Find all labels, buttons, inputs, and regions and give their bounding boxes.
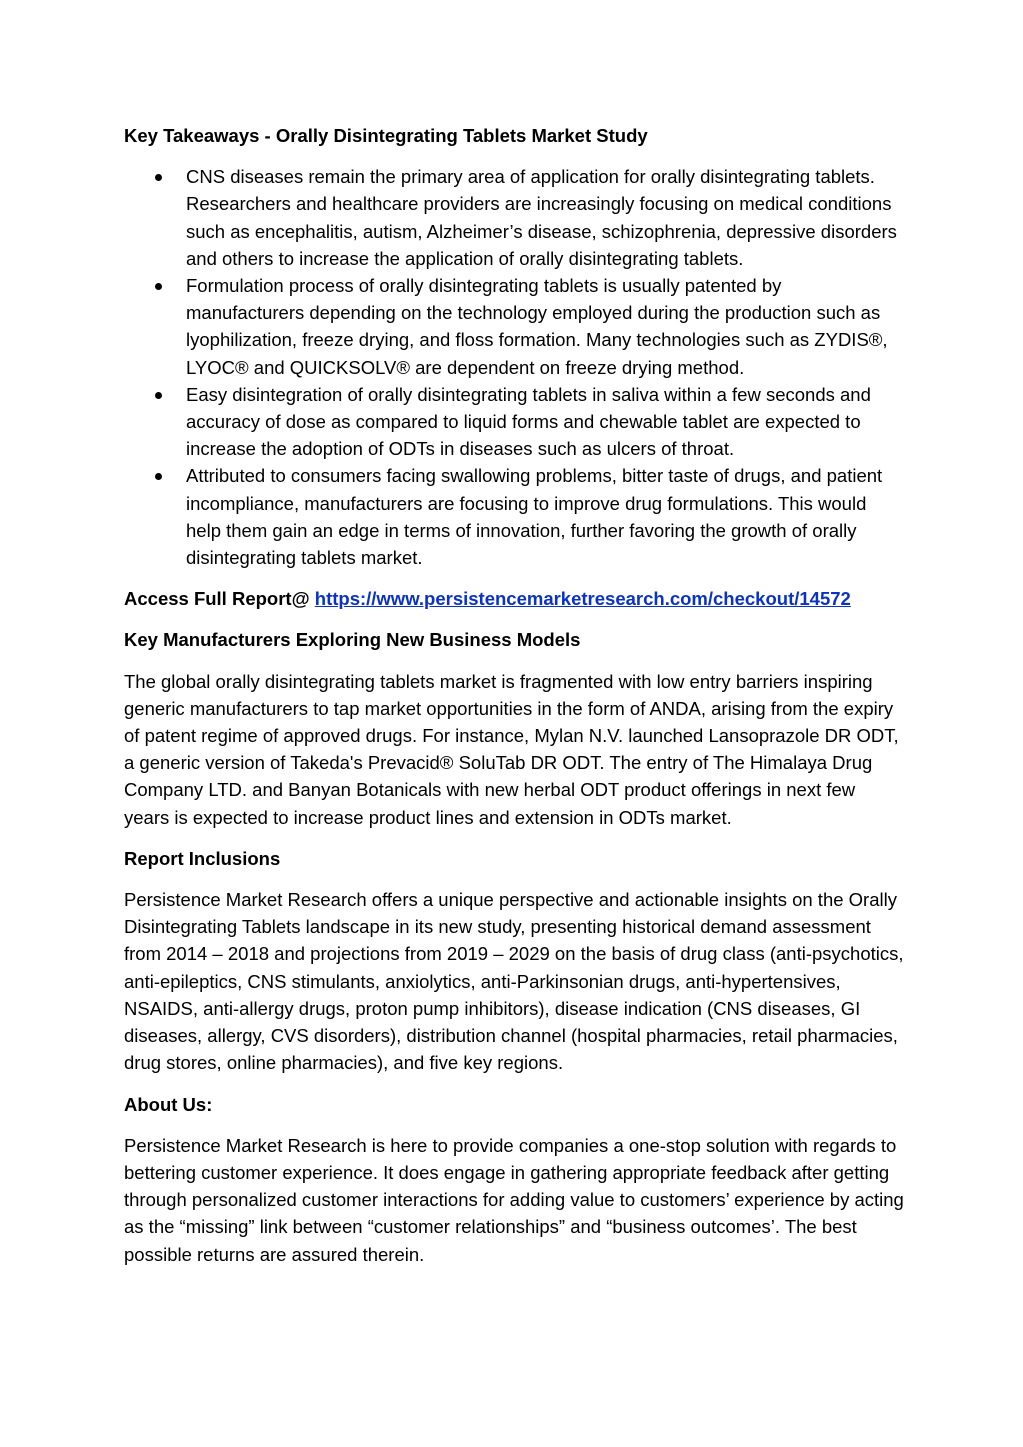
manufacturers-heading: Key Manufacturers Exploring New Business Models xyxy=(124,629,581,651)
manufacturers-paragraph: The global orally disintegrating tablets market is fragmented with low entry barriers inspiring generic manufacturers to tap market opportunities in the form of ANDA, arising from the expiry of patent regime of approved drugs. For instance, Mylan N.V. launched Lansoprazole DR ODT, a generic version of Takeda's Prevacid® SoluTab DR ODT. The entry of The Himalaya Drug Company LTD. and Banyan Botanicals with new herbal ODT product offerings in next few years is expected to increase product lines and extension in ODTs market. xyxy=(124,670,899,828)
access-report-line xyxy=(124,585,904,612)
bullet-icon xyxy=(155,174,162,181)
page-title: Key Takeaways - Orally Disintegrating Tablets Market Study xyxy=(124,125,648,146)
bullet-icon xyxy=(155,473,162,480)
list-item xyxy=(124,272,904,381)
report-link[interactable]: https://www.persistencemarketresearch.com/checkout/14572 xyxy=(314,588,851,610)
list-item-text: Easy disintegration of orally disintegrating tablets in saliva within a few seconds and accuracy of dose as compared to liquid forms and chewable tablet are expected to increase the adoption of ODTs in diseases such as ulcers of throat. xyxy=(186,383,871,460)
list-item-text: CNS diseases remain the primary area of application for orally disintegrating tablets. Researchers and healthcare providers are increasingly focusing on medical conditions such as encephalitis, autism, Alzheimer’s disease, schizophrenia, depressive disorders and others to increase the application of orally disintegrating tablets. xyxy=(186,166,897,269)
inclusions-heading: Report Inclusions xyxy=(124,847,281,869)
inclusions-paragraph: Persistence Market Research offers a unique perspective and actionable insights on the Orally Disintegrating Tablets landscape in its new study, presenting historical demand assessment from 2014 – 2018 and projections from 2019 – 2029 on the basis of drug class (anti-psychotics, anti-epileptics, CNS stimulants, anxiolytics, anti-Parkinsonian drugs, anti-hypertensives, NSAIDS, anti-allergy drugs, proton pump inhibitors), disease indication (CNS diseases, GI diseases, allergy, CVS disorders), distribution channel (hospital pharmacies, retail pharmacies, drug stores, online pharmacies), and five key regions. xyxy=(124,889,904,1074)
document-page xyxy=(124,122,904,1282)
list-item xyxy=(124,163,904,272)
about-heading: About Us: xyxy=(124,1093,213,1115)
bullet-icon xyxy=(155,283,162,290)
takeaways-list xyxy=(124,163,904,571)
list-item xyxy=(124,462,904,571)
list-item xyxy=(124,381,904,463)
list-item-text: Formulation process of orally disintegrating tablets is usually patented by manufacturers depending on the technology employed during the production such as lyophilization, freeze drying, and floss formation. Many technologies such as ZYDIS®, LYOC® and QUICKSOLV® are dependent on freeze drying method. xyxy=(186,275,888,378)
list-item-text: Attributed to consumers facing swallowing problems, bitter taste of drugs, and patient incompliance, manufacturers are focusing to improve drug formulations. This would help them gain an edge in terms of innovation, further favoring the growth of orally disintegrating tablets market. xyxy=(186,465,883,569)
about-paragraph: Persistence Market Research is here to provide companies a one-stop solution with regards to bettering customer experience. It does engage in gathering appropriate feedback after getting through personalized customer interactions for adding value to customers’ experience by acting as the “missing” link between “customer relationships” and “business outcomes’. The best possible returns are assured therein. xyxy=(124,1134,904,1265)
bullet-icon xyxy=(155,392,162,399)
access-label: Access Full Report@ xyxy=(124,588,315,610)
